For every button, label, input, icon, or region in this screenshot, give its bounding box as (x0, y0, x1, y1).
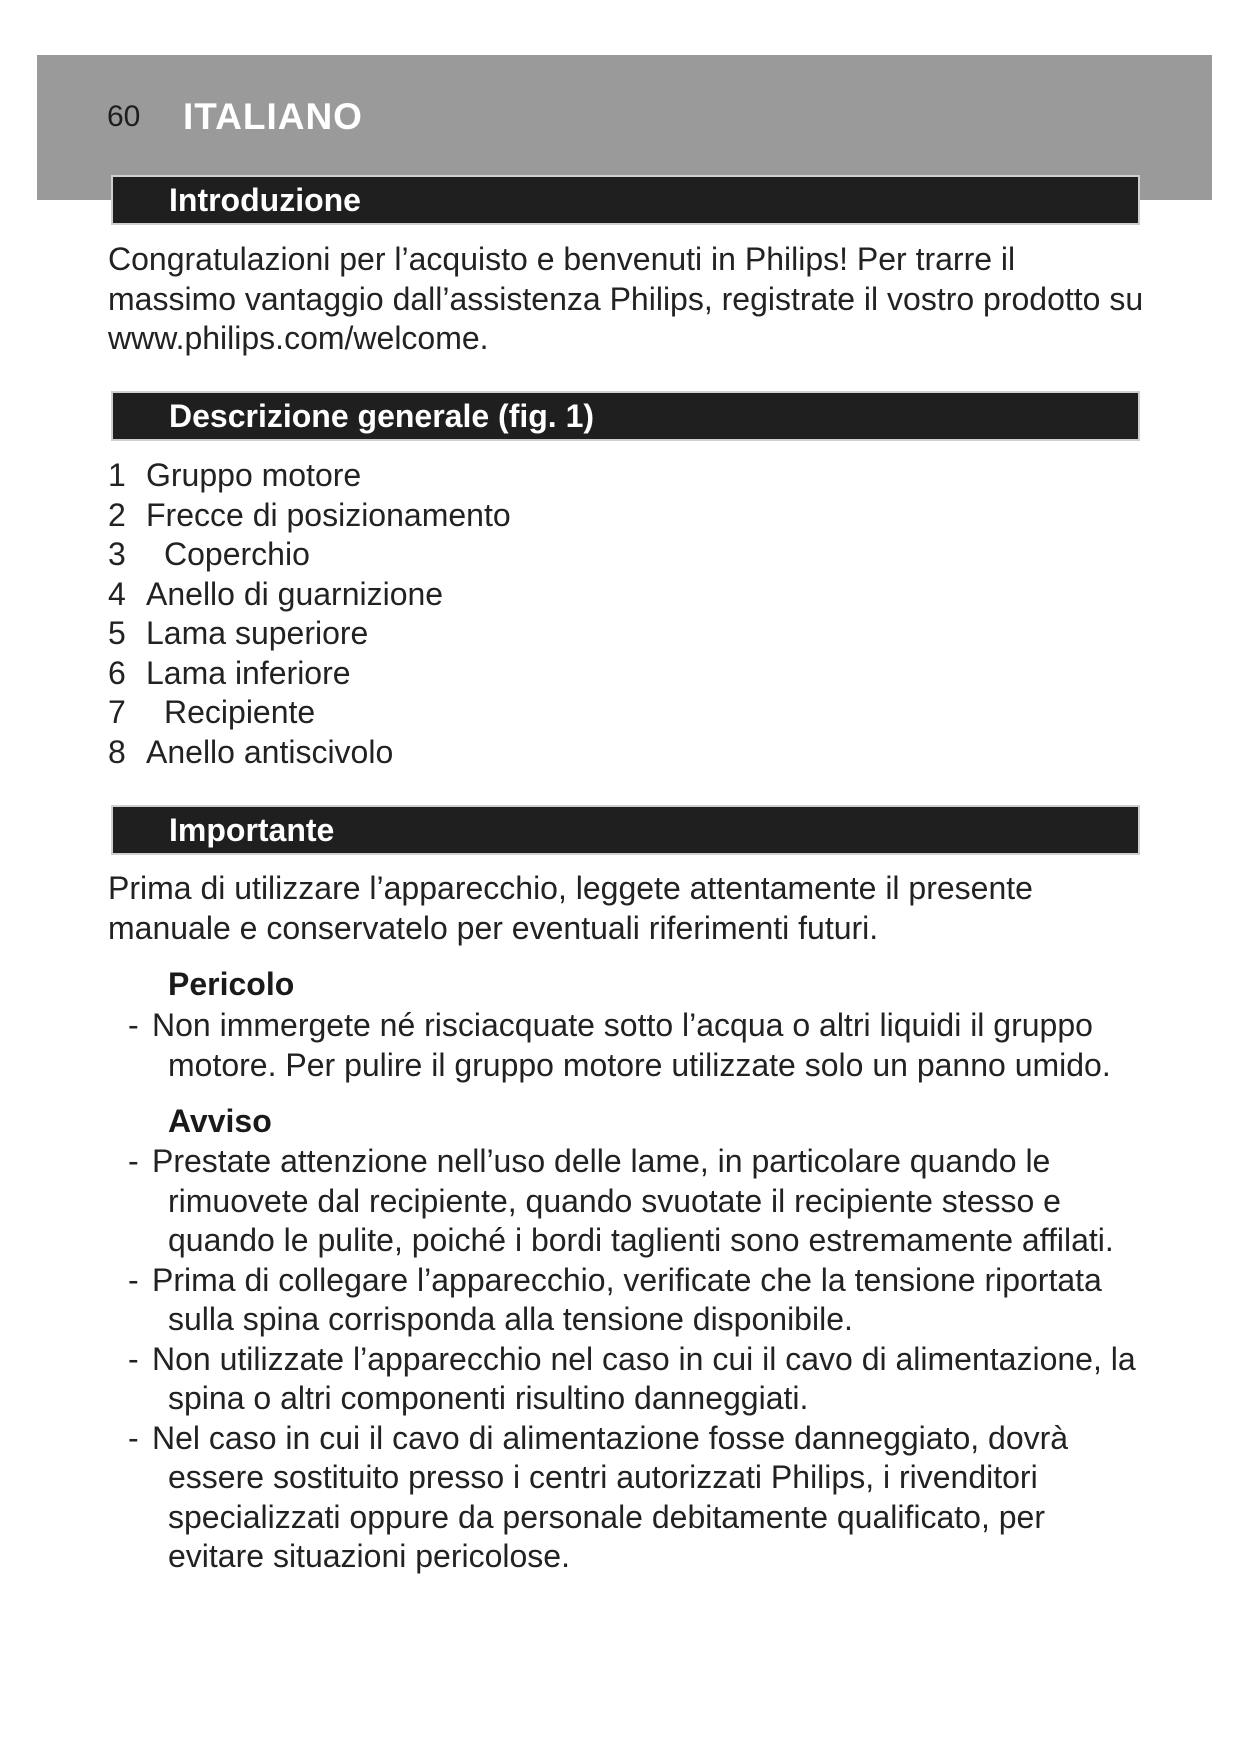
list-item: 8 Anello antiscivolo (108, 733, 394, 770)
list-item: - Prestate attenzione nell’uso delle lame, in particolare quando le rimuovete dal recipiente, quando svuotate il recipiente stesso e quando le pulite, poiché i bordi taglienti sono estremamente affilati. (128, 1143, 1114, 1258)
list-item: - Nel caso in cui il cavo di alimentazione fosse danneggiato, dovrà essere sostituito presso i centri autorizzati Philips, i rivenditori specializzati oppure da personale debitamente qualificato, per evitare situazioni pericolose. (128, 1419, 1069, 1574)
section-heading-descrizione: Descrizione generale (fig. 1) (111, 391, 1140, 441)
list-item: 7 Recipiente (108, 694, 316, 730)
list-item: - Non immergete né risciacquate sotto l’acqua o altri liquidi il gruppo motore. Per pulire il gruppo motore utilizzate solo un panno umido. (128, 1007, 1111, 1083)
list-item: 4 Anello di guarnizione (108, 575, 444, 612)
section-heading-importante: Importante (111, 805, 1140, 855)
warning-heading: Avviso (168, 1103, 272, 1139)
danger-bullets (128, 1006, 1138, 1085)
danger-heading: Pericolo (168, 966, 295, 1002)
language-title: ITALIANO (183, 96, 363, 137)
list-item: 5 Lama superiore (108, 615, 369, 651)
page-number: 60 (107, 100, 141, 133)
intro-paragraph: Congratulazioni per l’acquisto e benvenuti in Philips! Per trarre il massimo vantaggio dall’assistenza Philips, registrate il vostro prodotto su www.philips.com/welcome. (108, 241, 1144, 356)
important-paragraph: Prima di utilizzare l’apparecchio, leggete attentamente il presente manuale e conservatelo per eventuali riferimenti futuri. (108, 870, 1033, 946)
list-item: 6 Lama inferiore (108, 654, 351, 691)
warning-bullets (128, 1142, 1138, 1577)
section-heading-introduzione: Introduzione (111, 175, 1140, 225)
list-item: - Non utilizzate l’apparecchio nel caso in cui il cavo di alimentazione, la spina o altri componenti risultino danneggiati. (128, 1340, 1136, 1416)
list-item: - Prima di collegare l’apparecchio, verificate che la tensione riportata sulla spina corrisponda alla tensione disponibile. (128, 1261, 1102, 1337)
parts-list (108, 456, 511, 772)
list-item: 3 Coperchio (108, 536, 310, 572)
list-item: 1 Gruppo motore (108, 457, 362, 493)
list-item: 2 Frecce di posizionamento (108, 496, 511, 533)
